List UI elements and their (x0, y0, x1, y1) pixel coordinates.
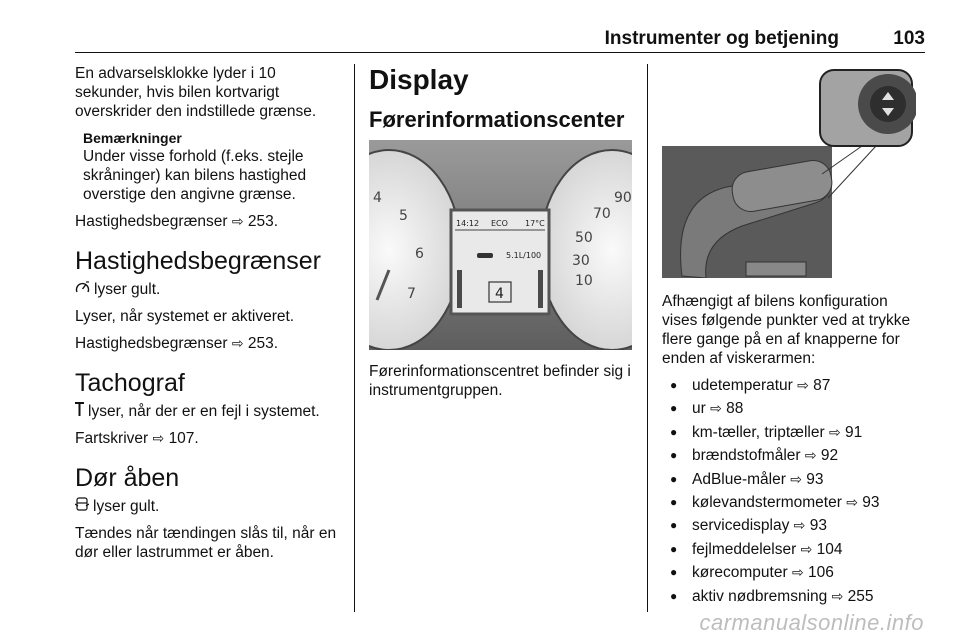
list-item-label: servicedisplay (692, 517, 790, 535)
list-item-page[interactable]: 92 (820, 447, 839, 465)
ref-arrow-icon: ⇨ (797, 378, 809, 394)
cross-reference (75, 429, 345, 449)
column-divider-right (647, 64, 648, 612)
note-title: Bemærkninger (83, 130, 182, 146)
list-item-label: brændstofmåler (692, 447, 801, 465)
intro-text: En advarselsklokke lyder i 10 sekunder, hvis bilen kortvarigt overskrider den indstillede grænse. (75, 65, 317, 120)
speedo-number: 30 (572, 253, 590, 269)
tacho-number: 7 (407, 286, 416, 302)
list-item (662, 587, 922, 610)
ref-arrow-icon: ⇨ (800, 541, 813, 558)
note-text: Under visse forhold (f.eks. stejle skråninger) kan bilens hastighed overstige den angivne grænse. (83, 148, 307, 203)
list-item-page[interactable]: 93 (806, 470, 824, 488)
ref-arrow-icon: ⇨ (791, 565, 804, 582)
list-item-label: fejlmeddelelser (692, 540, 797, 558)
ref-arrow-icon: ⇨ (231, 214, 244, 230)
ref-arrow-icon: ⇨ (846, 494, 858, 511)
list-item (662, 470, 922, 493)
page-number: 103 (893, 28, 925, 49)
list-item (662, 446, 922, 469)
list-item-label: km-tæller, triptæller (692, 423, 825, 441)
right-intro: Afhængigt af bilens konfiguration vises følgende punkter ved at trykke flere gange på en af knapperne for enden af viskerarmen: (662, 293, 911, 367)
cross-reference (75, 334, 345, 354)
ref-arrow-icon: ⇨ (710, 401, 722, 418)
display-mode: ECO (491, 219, 508, 228)
list-item (662, 423, 922, 446)
list-item (662, 563, 922, 586)
left-column (75, 64, 345, 570)
header-title: Instrumenter og betjening (604, 28, 839, 49)
list-item-page[interactable]: 88 (726, 400, 744, 418)
list-item-label: AdBlue-måler (692, 470, 786, 488)
wiper-stalk-image (662, 66, 916, 278)
cross-reference (75, 212, 345, 232)
list-item-page[interactable]: 93 (862, 493, 880, 511)
tacho-number: 4 (373, 190, 382, 206)
tacho-number: 6 (415, 246, 424, 262)
middle-column (369, 64, 635, 134)
ref-arrow-icon: ⇨ (790, 471, 802, 488)
speed-limiter-icon (75, 280, 90, 298)
list-item-page[interactable]: 87 (813, 377, 831, 394)
list-item-page[interactable]: 106 (807, 564, 834, 582)
heading-door-open: Dør åben (75, 464, 180, 492)
section-subheading-dic: Førerinformationscenter (369, 107, 625, 132)
note-box (83, 129, 345, 204)
ref-text: Hastighedsbegrænser (75, 335, 228, 352)
ref-page[interactable]: 253. (247, 213, 279, 230)
ref-page[interactable]: 253. (247, 335, 279, 352)
door-open-status: lyser gult. (93, 498, 160, 515)
ref-arrow-icon: ⇨ (804, 448, 817, 465)
list-item-page[interactable]: 93 (809, 517, 827, 535)
door-open-desc: Tændes når tændingen slås til, når en dør eller lastrummet er åben. (75, 525, 337, 561)
header-rule (75, 52, 925, 53)
display-car-icon (477, 253, 493, 258)
display-caption: Førerinformationscentret befinder sig i instrumentgruppen. (369, 363, 631, 399)
ref-arrow-icon: ⇨ (828, 424, 841, 441)
door-open-text (75, 497, 345, 516)
ref-arrow-icon: ⇨ (231, 336, 244, 352)
list-item-label: udetemperatur (692, 377, 793, 394)
tachograph-status: lyser, når der er en fejl i systemet. (88, 403, 320, 420)
display-fuel-gauge (457, 270, 462, 308)
speedo-number: 90 (614, 190, 632, 206)
instrument-cluster-image (369, 140, 632, 350)
right-column (662, 292, 922, 610)
speedo-number: 50 (575, 230, 593, 246)
speedo-number: 10 (575, 273, 593, 289)
speed-limiter-text (75, 280, 345, 299)
speed-limiter-desc: Lyser, når systemet er aktiveret. (75, 308, 295, 325)
ref-text: Hastighedsbegrænser (75, 213, 228, 230)
list-item-label: kørecomputer (692, 564, 788, 582)
heading-speed-limiter: Hastighedsbegrænser (75, 247, 321, 275)
list-item-page[interactable]: 255 (847, 587, 874, 605)
display-temp: 17°C (525, 219, 545, 228)
display-consumption: 5.1L/100 (506, 251, 542, 260)
list-item (662, 399, 922, 422)
speedo-number: 70 (593, 206, 611, 222)
ref-arrow-icon: ⇨ (152, 431, 165, 447)
ref-text: Fartskriver (75, 430, 149, 447)
list-item-page[interactable]: 104 (816, 540, 843, 558)
section-heading-display: Display (369, 64, 469, 95)
tachograph-text (75, 402, 345, 421)
display-items-list (662, 376, 922, 610)
ref-page[interactable]: 107. (168, 430, 199, 447)
display-adblue-gauge (538, 270, 543, 308)
heading-tachograph: Tachograf (75, 369, 185, 397)
list-item-page[interactable]: 91 (845, 423, 863, 441)
door-open-icon (75, 497, 89, 515)
tacho-number: 5 (399, 208, 408, 224)
speed-limiter-status: lyser gult. (94, 281, 161, 298)
ref-arrow-icon: ⇨ (793, 518, 806, 535)
page-header (75, 28, 925, 50)
watermark: carmanualsonline.info (699, 610, 924, 635)
display-time: 14:12 (456, 219, 480, 228)
list-item-label: ur (692, 400, 706, 418)
list-item (662, 493, 922, 516)
list-item (662, 540, 922, 563)
column-divider-left (354, 64, 355, 612)
list-item (662, 516, 922, 539)
tachograph-icon (75, 402, 84, 420)
ref-arrow-icon: ⇨ (831, 588, 844, 605)
list-item-label: aktiv nødbremsning (692, 587, 828, 605)
list-item-label: kølevandstermometer (692, 493, 842, 511)
list-item (662, 376, 922, 399)
display-gear: 4 (495, 286, 504, 302)
